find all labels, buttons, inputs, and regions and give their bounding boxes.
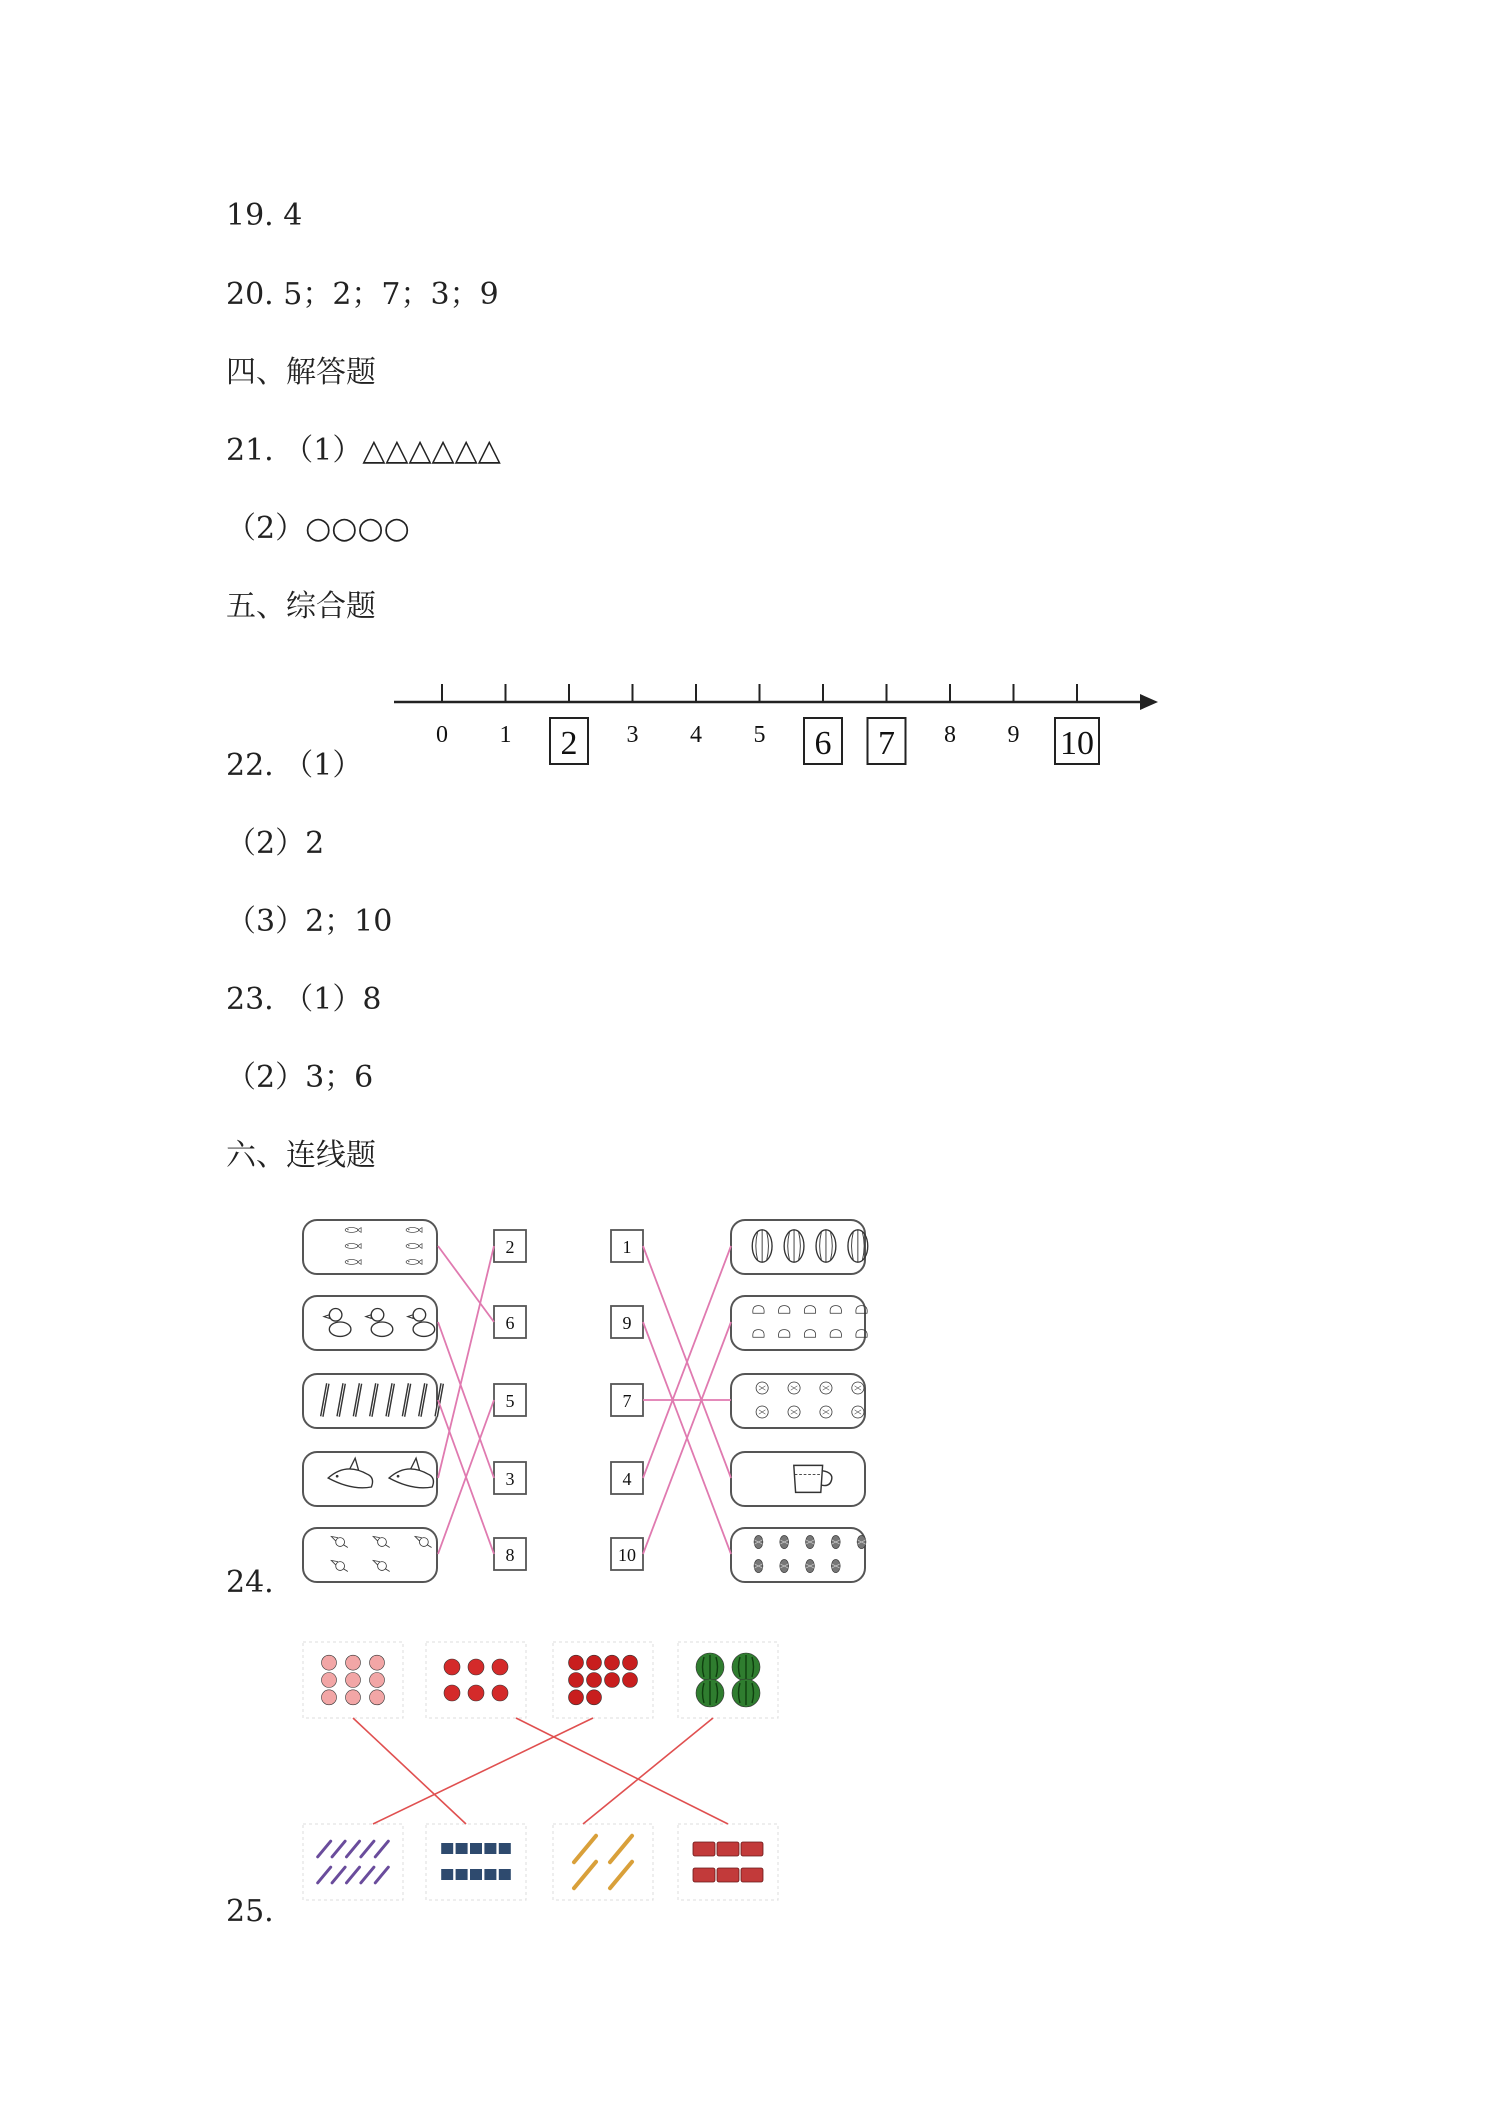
number-line-label: 2 — [560, 725, 578, 762]
pinecone-icon — [831, 1559, 840, 1572]
number-card-label: 8 — [505, 1545, 515, 1565]
number-line-arrow — [1140, 694, 1158, 710]
number-card — [494, 1230, 526, 1262]
pinecone-icon — [806, 1535, 815, 1548]
picture-card — [731, 1220, 868, 1274]
section-5-heading: 五、综合题 — [226, 589, 376, 624]
number-card — [611, 1384, 643, 1416]
sharpener-icon — [426, 1824, 526, 1900]
pinecone-icon — [754, 1559, 763, 1572]
number-line-label: 8 — [944, 722, 956, 748]
number-card-label: 2 — [505, 1237, 515, 1257]
picture-card — [303, 1452, 437, 1506]
picture-card — [731, 1452, 865, 1506]
match-line — [438, 1322, 494, 1478]
picture-card — [303, 1296, 437, 1350]
number-line-label: 10 — [1060, 725, 1094, 762]
pinecone-icon — [780, 1559, 789, 1572]
number-card-label: 3 — [505, 1469, 515, 1489]
match-line — [373, 1718, 593, 1824]
number-card — [611, 1306, 643, 1338]
section-6-heading: 六、连线题 — [226, 1138, 376, 1173]
number-card — [611, 1462, 643, 1494]
picture-card — [731, 1374, 865, 1428]
number-line-label: 9 — [1007, 722, 1020, 748]
match-line — [353, 1718, 466, 1824]
number-line-label: 1 — [499, 722, 512, 748]
number-line-label: 5 — [753, 722, 766, 748]
answer-22-2: （2）2 — [226, 826, 325, 861]
number-card — [494, 1384, 526, 1416]
watermelon-icon — [678, 1642, 778, 1718]
number-line-label: 7 — [878, 725, 895, 762]
number-line-label: 4 — [690, 722, 702, 748]
number-card — [611, 1538, 643, 1570]
brick-icon — [678, 1824, 778, 1900]
number-card-label: 10 — [618, 1545, 636, 1565]
number-card-label: 4 — [622, 1469, 632, 1489]
answer-22-3: （3）2；10 — [226, 904, 393, 939]
picture-card — [731, 1296, 867, 1350]
answer-23-2: （2）3；6 — [226, 1060, 374, 1095]
answer-19: 19. 4 — [226, 198, 303, 233]
pinecone-icon — [806, 1559, 815, 1572]
number-card-label: 6 — [505, 1313, 515, 1333]
number-card-label: 9 — [622, 1313, 632, 1333]
pinecone-icon — [780, 1535, 789, 1548]
section-4-heading: 四、解答题 — [226, 355, 376, 390]
match-line — [438, 1246, 494, 1478]
number-line-label: 0 — [436, 722, 448, 748]
number-card — [494, 1462, 526, 1494]
answer-24-label: 24. — [226, 1565, 274, 1600]
match-line — [516, 1718, 728, 1824]
answer-21-1: 21. （1）△△△△△△ — [226, 433, 501, 468]
pinecone-icon — [857, 1535, 866, 1548]
pinecone-icon — [754, 1535, 763, 1548]
number-line — [380, 672, 1180, 782]
match-line — [583, 1718, 713, 1824]
answer-23-1: 23. （1）8 — [226, 982, 382, 1017]
answer-20: 20. 5；2；7；3；9 — [226, 277, 499, 312]
picture-card — [731, 1528, 866, 1582]
number-card-label: 5 — [505, 1391, 515, 1411]
matching-figure-24 — [298, 1216, 878, 1596]
tomato-icon — [553, 1642, 653, 1718]
matching-figure-25 — [298, 1640, 798, 1910]
number-card — [611, 1230, 643, 1262]
picture-card — [303, 1374, 442, 1428]
peach-icon — [303, 1642, 403, 1718]
answer-22-1: 22. （1） — [226, 748, 363, 783]
number-line-label: 3 — [626, 722, 639, 748]
answer-25-label: 25. — [226, 1894, 274, 1929]
number-card — [494, 1306, 526, 1338]
chopstick-icon — [553, 1824, 653, 1900]
answer-21-2: （2）○○○○ — [226, 511, 410, 546]
number-card — [494, 1538, 526, 1570]
number-card-label: 1 — [622, 1237, 632, 1257]
pen-icon — [303, 1824, 403, 1900]
picture-card — [303, 1528, 437, 1582]
pinecone-icon — [831, 1535, 840, 1548]
picture-card — [303, 1220, 437, 1274]
number-card-label: 7 — [622, 1391, 632, 1411]
strawberry-icon — [426, 1642, 526, 1718]
number-line-label: 6 — [814, 725, 832, 762]
